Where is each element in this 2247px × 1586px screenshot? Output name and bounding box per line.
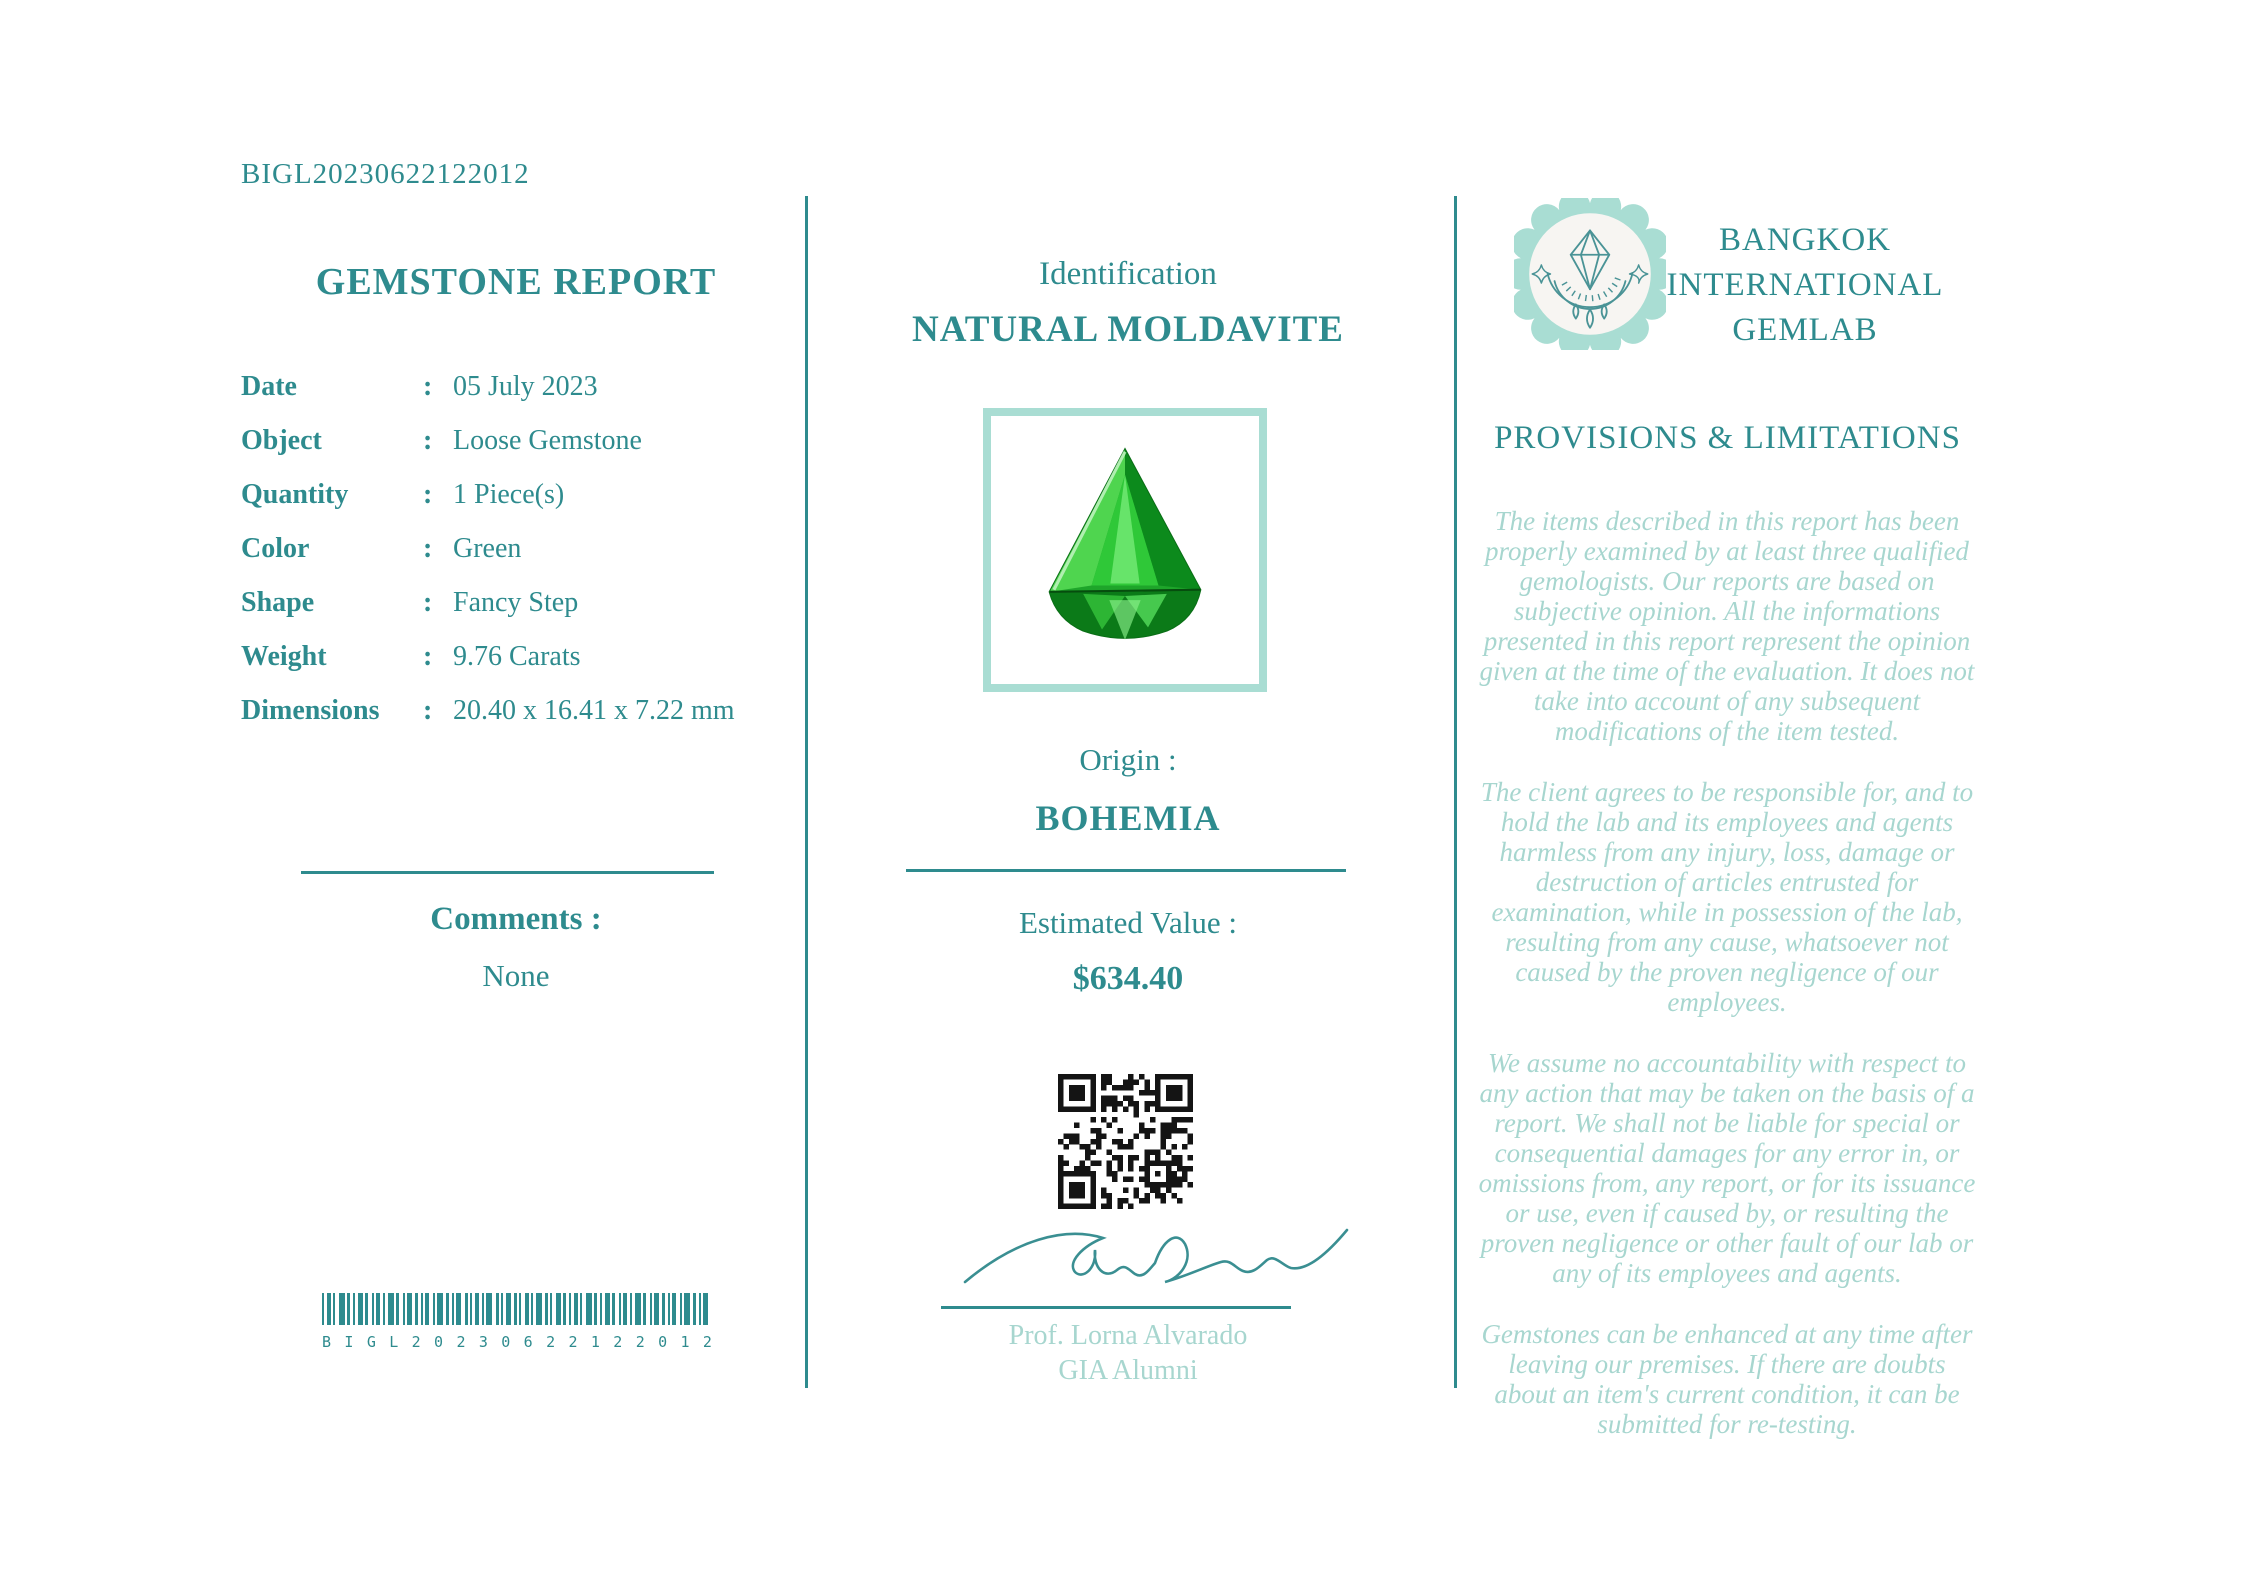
barcode-char: 2 [568, 1333, 578, 1351]
page-title: GEMSTONE REPORT [315, 261, 717, 303]
field-value-shape: Fancy Step [453, 587, 579, 618]
gem-photo-frame [983, 408, 1267, 692]
barcode-char: 0 [501, 1333, 511, 1351]
field-separator: : [423, 425, 433, 456]
field-separator: : [423, 479, 433, 510]
report-number: BIGL20230622122012 [241, 158, 530, 190]
barcode-char: 2 [411, 1333, 421, 1351]
lab-name [1655, 218, 1955, 353]
value-divider [906, 869, 1346, 872]
lab-name-line3: GEMLAB [1732, 312, 1878, 348]
barcode [322, 1293, 712, 1351]
table-row [241, 694, 793, 748]
field-separator: : [423, 641, 433, 672]
signatory-name: Prof. Lorna Alvarado [1008, 1320, 1248, 1351]
comments-heading: Comments : [430, 901, 602, 937]
provisions-paragraph-2: The client agrees to be responsible for, and to hold the lab and its employees and agents harmless from any injury, loss, damage or destruction of articles entrusted for examination, while in possession of the lab, resulting from any cause, whatsoever not caused by the proven negligence of our employees. [1480, 777, 1974, 1017]
field-separator: : [423, 587, 433, 618]
field-label-quantity: Quantity [241, 479, 349, 510]
report-details-table [241, 370, 793, 748]
field-label-date: Date [241, 371, 297, 402]
green-gemstone-photo-icon [1010, 435, 1240, 665]
lab-name-line1: BANGKOK [1719, 222, 1891, 258]
comments-value: None [482, 958, 550, 993]
estimated-value: $634.40 [1072, 960, 1184, 997]
field-value-date: 05 July 2023 [453, 371, 598, 402]
field-label-dimensions: Dimensions [241, 695, 380, 726]
table-row [241, 370, 793, 424]
table-row [241, 424, 793, 478]
gem-lab-badge-icon [1514, 198, 1666, 350]
barcode-char: I [344, 1333, 354, 1351]
field-label-color: Color [241, 533, 310, 564]
barcode-char: 1 [680, 1333, 690, 1351]
barcode-char: 2 [456, 1333, 466, 1351]
field-value-color: Green [453, 533, 522, 564]
field-separator: : [423, 533, 433, 564]
column-divider-right [1454, 196, 1457, 1388]
field-value-quantity: 1 Piece(s) [453, 479, 565, 510]
estimated-value-heading: Estimated Value : [1018, 905, 1238, 940]
identification-heading: Identification [1039, 256, 1217, 292]
barcode-icon [322, 1293, 712, 1325]
barcode-char: 6 [523, 1333, 533, 1351]
field-value-object: Loose Gemstone [453, 425, 642, 456]
comments-divider [301, 871, 714, 874]
barcode-char: 2 [546, 1333, 556, 1351]
table-row [241, 640, 793, 694]
barcode-char: 2 [702, 1333, 712, 1351]
table-row [241, 532, 793, 586]
barcode-char: L [389, 1333, 399, 1351]
field-label-shape: Shape [241, 587, 315, 618]
signature-line [941, 1306, 1291, 1309]
table-row [241, 586, 793, 640]
signatory-credential: GIA Alumni [1058, 1355, 1198, 1386]
barcode-char: G [366, 1333, 376, 1351]
barcode-text [322, 1333, 712, 1351]
provisions-text [1478, 506, 1976, 1470]
provisions-paragraph-4: Gemstones can be enhanced at any time after leaving our premises. If there are doubts about an item's current condition, it can be submitted for re-testing. [1481, 1319, 1973, 1439]
handwritten-signature-icon [955, 1216, 1355, 1306]
field-separator: : [423, 371, 433, 402]
barcode-char: B [322, 1333, 332, 1351]
provisions-paragraph-1: The items described in this report has been properly examined by at least three qualified gemologists. Our reports are based on subjective opinion. All the informations presented in this report represent the opinion given at the time of the evaluation. It does not take into account of any subsequent modifications of the item tested. [1479, 506, 1975, 746]
field-separator: : [423, 695, 433, 726]
column-divider-left [805, 196, 808, 1388]
table-row [241, 478, 793, 532]
origin-heading: Origin : [1079, 742, 1177, 777]
qr-code-icon [1058, 1074, 1193, 1209]
barcode-char: 0 [434, 1333, 444, 1351]
gem-name: NATURAL MOLDAVITE [912, 309, 1344, 350]
barcode-char: 3 [478, 1333, 488, 1351]
origin-value: BOHEMIA [1035, 798, 1221, 838]
field-label-weight: Weight [241, 641, 327, 672]
field-value-weight: 9.76 Carats [453, 641, 581, 672]
barcode-char: 1 [590, 1333, 600, 1351]
field-value-dimensions: 20.40 x 16.41 x 7.22 mm [453, 695, 735, 726]
lab-name-line2: INTERNATIONAL [1666, 267, 1944, 303]
barcode-char: 2 [635, 1333, 645, 1351]
provisions-paragraph-3: We assume no accountability with respect to any action that may be taken on the basis of a report. We shall not be liable for special or consequential damages for any error in, or omissions from, any report, or for its issuance or use, even if caused by, or resulting the proven negligence or other fault of our lab or any of its employees and agents. [1478, 1048, 1976, 1288]
barcode-char: 0 [658, 1333, 668, 1351]
barcode-char: 2 [613, 1333, 623, 1351]
provisions-heading: PROVISIONS & LIMITATIONS [1494, 420, 1961, 456]
field-label-object: Object [241, 425, 322, 456]
